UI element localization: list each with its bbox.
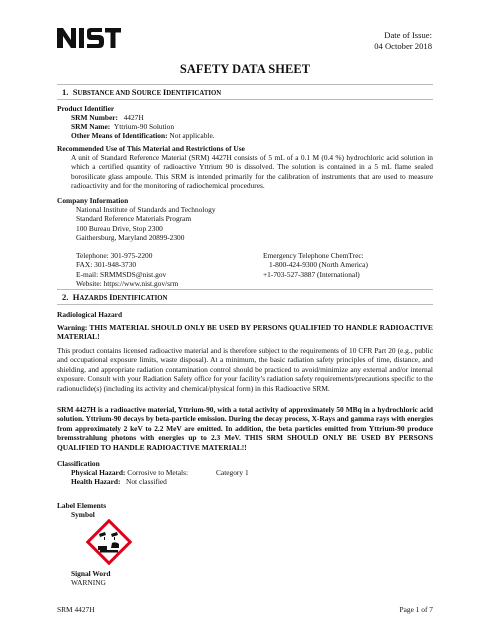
section-2-number: 2. <box>62 292 69 302</box>
section-2-header <box>57 289 433 305</box>
srm-number-value: 4427H <box>123 113 144 122</box>
section-1-header <box>57 84 433 100</box>
section-1-title-part: S <box>131 87 137 97</box>
recommended-use-heading: Recommended Use of This Material and Restrictions of Use <box>57 144 245 153</box>
health-hazard-value: Not classified <box>126 477 167 486</box>
section-2-title-part: H <box>72 292 80 302</box>
other-means-row <box>71 131 215 140</box>
section-1-number: 1. <box>62 87 69 97</box>
physical-hazard-value: Corrosive to Metals: <box>127 468 189 477</box>
email-link[interactable]: E-mail: SRMMSDS@nist.gov <box>76 269 167 279</box>
section-1-title-part: I <box>162 87 167 97</box>
label-elements-heading: Label Elements <box>57 501 107 510</box>
section-1-title-part: OURCE <box>136 90 163 97</box>
date-label: Date of Issue: <box>384 30 432 40</box>
website-link[interactable]: Website: https://www.nist.gov/srm <box>76 279 179 289</box>
footer-srm: SRM 4427H <box>57 605 95 614</box>
section-2-title-part: AZARDS <box>79 295 110 302</box>
section-2-title-part: I <box>109 292 113 302</box>
section-1-title-part: UBSTANCE AND <box>77 90 132 97</box>
fax: FAX: 301-948-3730 <box>76 260 137 270</box>
section-2-title-part: DENTIFICATION <box>112 295 168 302</box>
activity-paragraph: SRM 4427H is a radioactive material, Yttrium-90, with a total activity of approximately 50 MBq in a hydrochloric acid solution. Yttrium-90 decays by beta-particle emission. During the decay process, X-Rays and gamma rays with energies from approximately 2 keV to 2.2 MeV are emitted. In addition, the beta particles emitted from Yttrium-90 produce bremsstrahlung photons with energies up to 2.3 MeV. THIS SRM SHOULD ONLY BE USED BY PERSONS QUALIFIED TO HANDLE RADIOACTIVE MATERIAL!! <box>57 405 433 452</box>
health-hazard-row <box>71 477 167 486</box>
nist-logo <box>57 27 121 49</box>
telephone: Telephone: 301-975-2200 <box>76 251 153 260</box>
emergency-phone-intl: +1-703-527-3887 (International) <box>263 269 360 279</box>
contact-info <box>76 251 178 289</box>
regulatory-paragraph: This product contains licensed radioactive material and is therefore subject to the requirements of 10 CFR Part 20 (e.g., public and occupational exposure limits, waste disposal). At a minimum, the basic radiation safety principles of time, distance, and shielding, and appropriate radiation contamination control should be practiced to avoid/minimize any external and/or internal exposure. Consult with your Radiation Safety office for your facility’s radiation safety requirements/precautions specific to the radionuclide(s) (including its activity and chemical/physical form) in this Radioactive SRM. <box>57 346 433 393</box>
srm-number-row <box>71 113 144 122</box>
date-of-issue <box>374 30 432 52</box>
company-information-heading: Company Information <box>57 196 129 205</box>
radioactive-warning: Warning: THIS MATERIAL SHOULD ONLY BE USED BY PERSONS QUALIFIED TO HANDLE RADIOACTIVE MATERIAL! <box>57 323 433 342</box>
srm-name-value: Yttrium-90 Solution <box>113 122 175 131</box>
physical-hazard-row <box>71 468 188 477</box>
srm-number-label: SRM Number: <box>71 113 119 122</box>
recommended-use-text: A unit of Standard Reference Material (SRM) 4427H consists of 5 mL of a 0.1 M (0.4 %) hydrochloric acid solution in which a certified quantity of radioactive Yttrium 90 is dissolved. The solution is contained in a 5 mL flame sealed borosilicate glass ampoule. This SRM is intended primarily for the calibration of instruments that are used to measure radioactivity and for the monitoring of radiochemical procedures. <box>71 153 433 191</box>
radiological-hazard-heading: Radiological Hazard <box>57 310 123 319</box>
company-line: National Institute of Standards and Technology <box>76 205 216 214</box>
classification-heading: Classification <box>57 459 100 468</box>
other-means-label: Other Means of Identification: <box>71 131 168 140</box>
signal-word-value: WARNING <box>71 578 106 587</box>
ghs-corrosion-pictogram <box>86 519 132 565</box>
date-value: 04 October 2018 <box>374 41 432 51</box>
other-means-value: Not applicable. <box>169 131 215 140</box>
emergency-phone-na: 1-800-424-9300 (North America) <box>269 260 368 270</box>
emergency-heading: Emergency Telephone ChemTrec: <box>263 251 364 260</box>
section-1-title-part: DENTIFICATION <box>166 90 222 97</box>
company-line: Standard Reference Materials Program <box>76 214 192 224</box>
company-line: Gaithersburg, Maryland 20899-2300 <box>76 233 185 243</box>
footer-page-number: Page 1 of 7 <box>399 605 433 614</box>
health-hazard-label: Health Hazard: <box>71 477 121 486</box>
product-identifier-heading: Product Identifier <box>57 104 115 113</box>
section-1-title-part: S <box>72 87 78 97</box>
company-line: 100 Bureau Drive, Stop 2300 <box>76 223 163 233</box>
physical-hazard-label: Physical Hazard: <box>71 468 126 477</box>
signal-word-heading: Signal Word <box>71 569 111 578</box>
physical-hazard-category: Category 1 <box>216 468 249 477</box>
emergency-contact <box>263 251 368 279</box>
symbol-heading: Symbol <box>71 510 95 519</box>
document-title: SAFETY DATA SHEET <box>179 62 311 76</box>
srm-name-label: SRM Name: <box>71 122 111 131</box>
srm-name-row <box>71 122 174 131</box>
company-address <box>76 205 216 243</box>
